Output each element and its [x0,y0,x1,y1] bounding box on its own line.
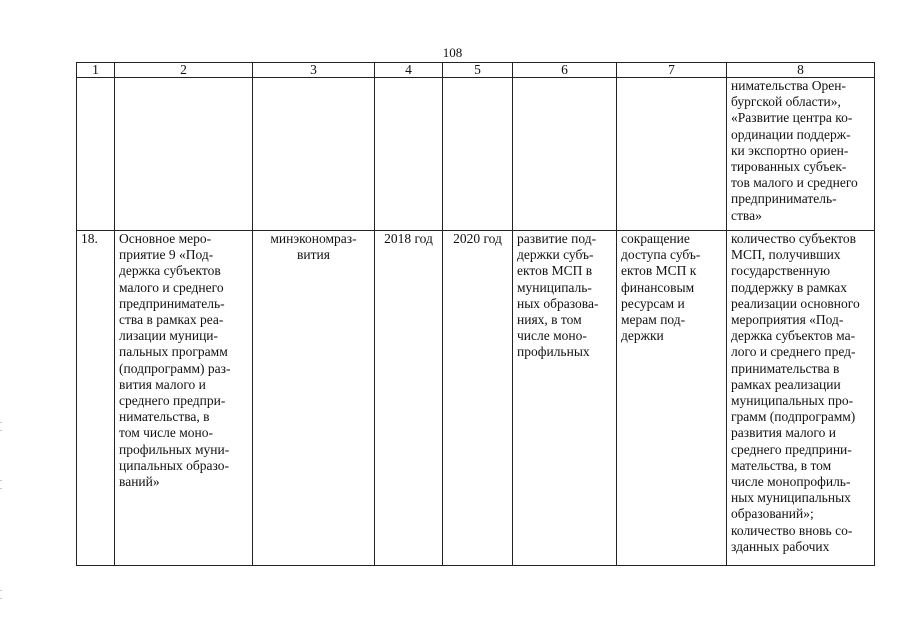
indicators-cell [727,231,875,566]
row-number-cell [77,231,115,566]
column-header-7: 7 [617,63,727,78]
executor: минэкономраз- вития [270,231,357,263]
table-cell [77,78,115,231]
consequences: сокращение доступа субъ- ектов МСП к финансовым ресурсам и мерам под- держки [621,231,701,344]
table-cell [617,78,727,231]
table-cell [513,78,617,231]
table-cell [443,78,513,231]
expected-result-cell [513,231,617,566]
start-year-cell [375,231,443,566]
column-header-8: 8 [727,63,875,78]
scan-edge-mark [0,488,2,489]
end-year: 2020 год [453,231,502,246]
start-year: 2018 год [384,231,433,246]
document-table [76,62,875,566]
cell-text: нимательства Орен- бургской области», «Развитие центра ко- ординации поддерж- ки экспортно ориен- тированных субъек- тов малого и среднего предприниматель- ства» [731,78,858,223]
table-row [77,231,875,566]
measure-name: Основное меро- приятие 9 «Под- держка субъектов малого и среднего предприниматель- ства в рамках реа- лизации муници- пальных программ (подпрограмм) раз- вития малого и среднего предпри- нимательства, в том числе моно- профильных муни- ципальных образо- ваний» [119,231,231,490]
measure-name-cell [115,231,253,566]
table-cell [115,78,253,231]
executor-cell [253,231,375,566]
expected-result: развитие под- держки субъ- ектов МСП в муниципаль- ных образова- ниях, в том числе моно- профильных [517,231,599,360]
table-cell [727,78,875,231]
column-header-3: 3 [253,63,375,78]
scan-edge-mark [0,590,2,591]
column-header-2: 2 [115,63,253,78]
end-year-cell [443,231,513,566]
column-header-6: 6 [513,63,617,78]
scan-edge-mark [0,430,2,431]
header-row [77,63,875,78]
table-row [77,78,875,231]
table-cell [253,78,375,231]
scan-edge-mark [0,598,2,599]
scan-edge-mark [0,422,2,423]
table-cell [375,78,443,231]
consequences-cell [617,231,727,566]
page-number: 108 [442,45,463,60]
column-header-1: 1 [77,63,115,78]
row-number: 18. [81,231,98,246]
column-header-5: 5 [443,63,513,78]
indicators: количество субъектов МСП, получивших государственную поддержку в рамках реализации основного мероприятия «Под- держка субъектов ма- лого и среднего пред- принимательства в рамках реализации муниципальных про- грамм (подпрограмм) развития малого и среднего предприни- мательства, в том числе монопрофиль- ных муниципальных образований»; количество вновь со- зданных рабочих [731,231,860,554]
scan-edge-mark [0,480,2,481]
column-header-4: 4 [375,63,443,78]
